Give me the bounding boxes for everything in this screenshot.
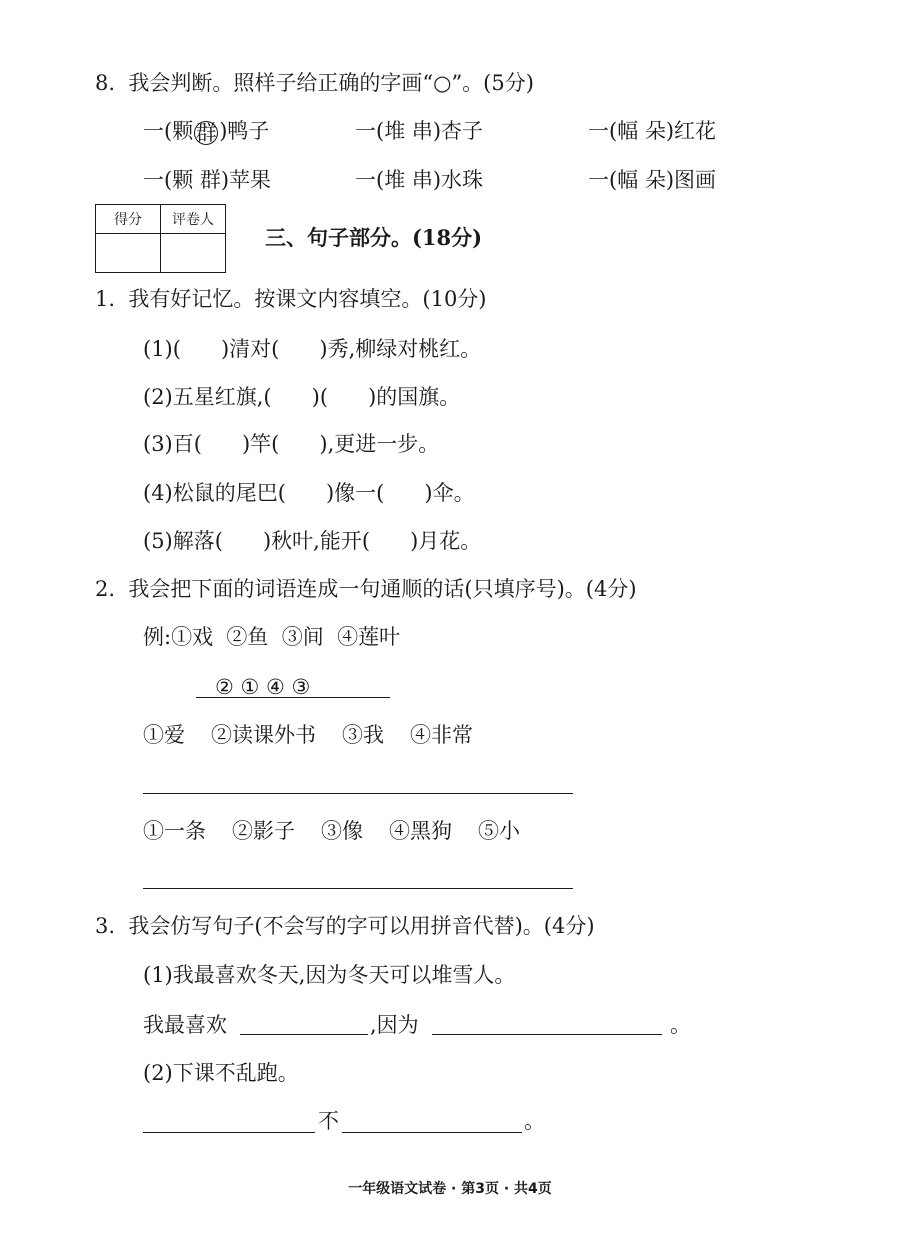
q2-g2-word-5: ⑤小: [478, 819, 520, 843]
q2-g2-word-4: ④黑狗: [389, 819, 452, 843]
q8-item-3[interactable]: 一(幅 朵)红花: [588, 119, 717, 143]
q2-group-1: [143, 722, 473, 748]
q1-item-2[interactable]: (2)五星红旗,( )( )的国旗。: [143, 385, 461, 409]
q3-fill1-end: 。: [670, 1013, 691, 1037]
q3-fill1-label-b: ,因为: [370, 1013, 419, 1037]
page-footer: 一年级语文试卷 · 第3页 · 共4页: [348, 1181, 552, 1197]
score-box-grader-cell[interactable]: [161, 234, 226, 273]
q8-item-5[interactable]: 一(堆 串)水珠: [355, 168, 484, 192]
q8-item-1-suffix: )鸭子: [219, 119, 270, 143]
q2-g1-word-2: ②读课外书: [211, 723, 316, 747]
q3-item-1: (1)我最喜欢冬天,因为冬天可以堆雪人。: [143, 963, 516, 987]
q3-fill2-end: 。: [524, 1109, 545, 1133]
q2-answer-line-2[interactable]: [143, 888, 573, 889]
q3-fill2-blank-b[interactable]: [342, 1132, 522, 1133]
q2-example-answer: ② ① ④ ③: [215, 675, 311, 699]
q2-g1-word-1: ①爱: [143, 723, 185, 747]
score-box-label-score: 得分: [96, 205, 161, 234]
score-box: [95, 204, 226, 273]
q2-g1-word-3: ③我: [342, 723, 384, 747]
q3-fill2-mid: 不: [318, 1109, 339, 1133]
section-3-title: 三、句子部分。(18分): [265, 225, 483, 250]
circled-char: 群: [195, 121, 217, 145]
score-box-score-cell[interactable]: [96, 234, 161, 273]
q8-item-4[interactable]: 一(颗 群)苹果: [143, 168, 272, 192]
q8-title: 8. 我会判断。照样子给正确的字画“○”。(5分): [95, 71, 534, 95]
q3-fill2-blank-a[interactable]: [143, 1132, 315, 1133]
q1-item-5[interactable]: (5)解落( )秋叶,能开( )月花。: [143, 529, 482, 553]
q2-example-underline: [196, 697, 390, 698]
q2-g2-word-1: ①一条: [143, 819, 206, 843]
q3-fill1-blank-b[interactable]: [432, 1034, 662, 1035]
q2-answer-line-1[interactable]: [143, 793, 573, 794]
q2-example: 例:①戏 ②鱼 ③间 ④莲叶: [143, 625, 401, 649]
q2-g1-word-4: ④非常: [410, 723, 473, 747]
q1-item-4[interactable]: (4)松鼠的尾巴( )像一( )伞。: [143, 481, 475, 505]
q2-title: 2. 我会把下面的词语连成一句通顺的话(只填序号)。(4分): [95, 577, 637, 601]
q8-item-2[interactable]: 一(堆 串)杏子: [355, 119, 484, 143]
q1-title: 1. 我有好记忆。按课文内容填空。(10分): [95, 287, 487, 311]
q2-g2-word-3: ③像: [321, 819, 363, 843]
q8-item-1: [143, 118, 269, 145]
q1-item-1[interactable]: (1)( )清对( )秀,柳绿对桃红。: [143, 337, 482, 361]
q3-fill1-blank-a[interactable]: [240, 1034, 368, 1035]
q2-group-2: [143, 818, 520, 844]
score-box-label-grader: 评卷人: [161, 205, 226, 234]
q8-item-6[interactable]: 一(幅 朵)图画: [588, 168, 717, 192]
q1-item-3[interactable]: (3)百( )竿( ),更进一步。: [143, 432, 440, 456]
q8-item-1-prefix: 一(颗: [143, 119, 194, 143]
q3-item-2: (2)下课不乱跑。: [143, 1061, 299, 1085]
q2-g2-word-2: ②影子: [232, 819, 295, 843]
q3-fill1-label-a: 我最喜欢: [143, 1013, 227, 1037]
q3-title: 3. 我会仿写句子(不会写的字可以用拼音代替)。(4分): [95, 914, 595, 938]
